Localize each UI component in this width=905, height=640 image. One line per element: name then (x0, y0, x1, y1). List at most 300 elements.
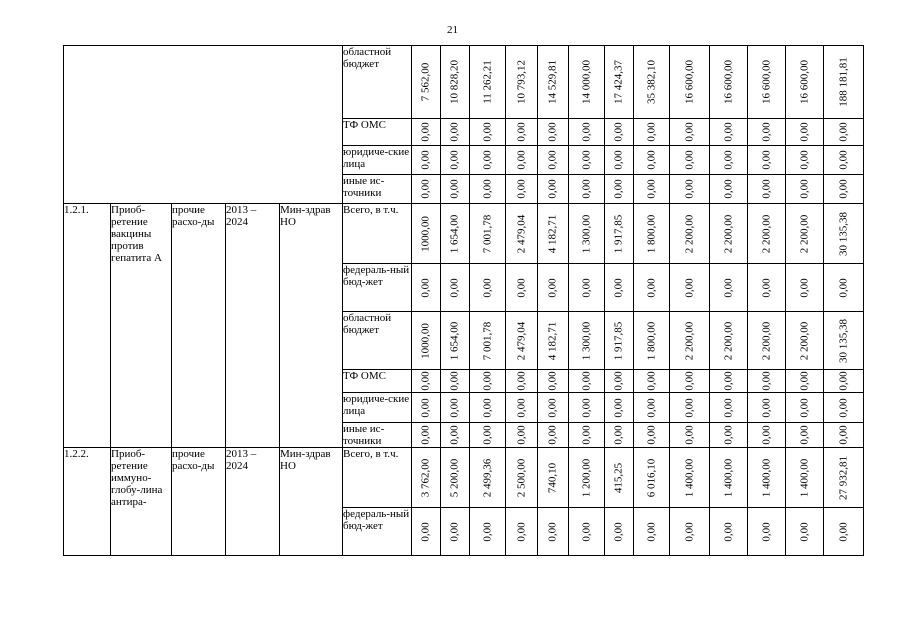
value-text: 0,00 (837, 150, 849, 170)
value-text: 0,00 (515, 150, 527, 170)
value-cell (569, 264, 605, 312)
value-cell (538, 46, 569, 119)
value-text: 0,00 (419, 122, 432, 142)
value-text: 0,00 (515, 179, 527, 199)
value-cell (748, 312, 786, 370)
value-text: 0,00 (645, 179, 657, 199)
value-text: 0,00 (798, 179, 810, 199)
value-text: 0,00 (798, 277, 810, 298)
value-text: 0,00 (481, 521, 493, 542)
value-text: 0,00 (760, 425, 772, 445)
value-cell (824, 146, 864, 175)
value-text: 17 424,37 (612, 60, 625, 104)
value-cell (412, 393, 441, 423)
value-cell (605, 393, 634, 423)
value-text: 0,00 (798, 397, 810, 418)
value-text: 4 182,71 (546, 321, 559, 360)
value-cell (569, 448, 605, 508)
value-text: 0,00 (419, 150, 432, 170)
value-text: 1 400,00 (683, 458, 695, 497)
value-text: 0,00 (546, 521, 559, 542)
value-text: 0,00 (481, 150, 493, 170)
value-text: 0,00 (580, 150, 592, 170)
value-cell (538, 393, 569, 423)
value-text: 0,00 (481, 179, 493, 199)
value-cell (786, 370, 824, 393)
value-cell (605, 508, 634, 556)
value-cell (634, 423, 670, 448)
value-text: 2 200,00 (760, 321, 772, 360)
value-text: 0,00 (481, 122, 493, 142)
expense-type: прочие расхо-ды (172, 448, 226, 556)
value-cell (538, 370, 569, 393)
value-cell (506, 264, 538, 312)
value-text: 0,00 (580, 371, 592, 391)
value-text: 0,00 (580, 277, 592, 298)
value-text: 2 479,04 (515, 321, 527, 360)
value-text: 16 600,00 (683, 60, 695, 104)
value-text: 1 654,00 (448, 321, 461, 360)
value-cell (824, 423, 864, 448)
value-text: 0,00 (419, 277, 432, 298)
value-cell (670, 146, 710, 175)
value-text: 0,00 (837, 397, 849, 418)
value-cell (569, 46, 605, 119)
value-cell (710, 264, 748, 312)
value-text: 0,00 (419, 521, 432, 542)
value-cell (710, 393, 748, 423)
value-text: 0,00 (515, 425, 527, 445)
value-text: 0,00 (515, 397, 527, 418)
value-text: 10 828,20 (448, 60, 461, 104)
value-text: 2 479,04 (515, 214, 527, 253)
value-cell (470, 46, 506, 119)
value-text: 0,00 (645, 425, 657, 445)
value-text: 0,00 (760, 122, 772, 142)
value-cell (569, 370, 605, 393)
value-text: 0,00 (612, 521, 625, 542)
value-cell (506, 508, 538, 556)
value-text: 0,00 (837, 277, 849, 298)
value-cell (824, 508, 864, 556)
value-cell (670, 264, 710, 312)
value-cell (670, 423, 710, 448)
value-text: 1 400,00 (798, 458, 810, 497)
value-text: 0,00 (683, 425, 695, 445)
value-text: 2 200,00 (722, 214, 734, 253)
value-text: 0,00 (612, 122, 625, 142)
value-text: 16 600,00 (798, 60, 810, 104)
value-text: 1 400,00 (760, 458, 772, 497)
value-cell (670, 508, 710, 556)
value-cell (538, 119, 569, 146)
value-text: 11 262,21 (481, 60, 493, 104)
value-text: 0,00 (515, 122, 527, 142)
value-cell (412, 423, 441, 448)
value-cell (569, 508, 605, 556)
value-cell (470, 312, 506, 370)
value-text: 0,00 (612, 150, 625, 170)
funding-source: юридиче-ские лица (343, 146, 412, 175)
value-text: 0,00 (546, 371, 559, 391)
value-cell (569, 423, 605, 448)
value-text: 415,25 (612, 462, 625, 493)
value-text: 30 135,38 (837, 318, 849, 363)
value-cell (634, 264, 670, 312)
value-cell (569, 204, 605, 264)
value-cell (634, 370, 670, 393)
period: 2013 – 2024 (226, 448, 280, 556)
value-text: 0,00 (580, 122, 592, 142)
value-cell (412, 146, 441, 175)
value-cell (470, 264, 506, 312)
value-cell (710, 312, 748, 370)
table-row (64, 448, 864, 508)
value-text: 0,00 (722, 277, 734, 298)
page-number: 21 (447, 24, 458, 36)
value-cell (634, 119, 670, 146)
value-text: 0,00 (448, 122, 461, 142)
value-cell (786, 448, 824, 508)
value-text: 0,00 (612, 371, 625, 391)
value-text: 0,00 (683, 150, 695, 170)
value-text: 0,00 (448, 277, 461, 298)
value-cell (605, 423, 634, 448)
table-row (64, 204, 864, 264)
value-text: 0,00 (612, 179, 625, 199)
value-cell (506, 370, 538, 393)
value-cell (441, 312, 470, 370)
value-text: 0,00 (448, 397, 461, 418)
value-text: 0,00 (481, 371, 493, 391)
value-text: 0,00 (448, 179, 461, 199)
value-cell (412, 508, 441, 556)
value-text: 1 300,00 (580, 321, 592, 360)
funding-source: юридиче-ские лица (343, 393, 412, 423)
value-cell (634, 448, 670, 508)
value-text: 0,00 (481, 277, 493, 298)
value-text: 0,00 (645, 122, 657, 142)
value-cell (710, 423, 748, 448)
value-cell (412, 264, 441, 312)
value-text: 35 382,10 (645, 60, 657, 104)
value-text: 1 917,85 (612, 321, 625, 360)
value-cell (538, 204, 569, 264)
value-text: 0,00 (419, 425, 432, 445)
value-text: 1000,00 (419, 215, 432, 252)
value-cell (634, 175, 670, 204)
item-number: 1.2.1. (64, 204, 111, 448)
value-cell (748, 46, 786, 119)
value-cell (605, 448, 634, 508)
funding-source: Всего, в т.ч. (343, 448, 412, 508)
value-cell (441, 448, 470, 508)
value-cell (470, 448, 506, 508)
value-text: 0,00 (546, 150, 559, 170)
value-cell (786, 119, 824, 146)
funding-source: федераль-ный бюд-жет (343, 264, 412, 312)
value-cell (670, 448, 710, 508)
value-text: 6 016,10 (645, 458, 657, 497)
value-cell (786, 175, 824, 204)
value-cell (412, 312, 441, 370)
value-cell (748, 423, 786, 448)
executor: Мин-здрав НО (280, 204, 343, 448)
value-text: 0,00 (837, 521, 849, 542)
funding-source: областной бюджет (343, 46, 412, 119)
funding-source: областной бюджет (343, 312, 412, 370)
value-text: 2 200,00 (722, 321, 734, 360)
value-cell (470, 393, 506, 423)
value-cell (824, 448, 864, 508)
value-cell (634, 393, 670, 423)
value-text: 0,00 (546, 122, 559, 142)
value-cell (786, 393, 824, 423)
value-text: 0,00 (419, 397, 432, 418)
value-cell (670, 204, 710, 264)
value-text: 0,00 (683, 277, 695, 298)
value-text: 0,00 (419, 371, 432, 391)
value-text: 2 200,00 (683, 214, 695, 253)
funding-source: ТФ ОМС (343, 370, 412, 393)
value-cell (441, 393, 470, 423)
value-cell (506, 393, 538, 423)
value-cell (786, 508, 824, 556)
value-text: 0,00 (683, 371, 695, 391)
value-text: 7 562,00 (419, 62, 432, 102)
value-text: 0,00 (798, 150, 810, 170)
value-cell (441, 119, 470, 146)
value-text: 1 300,00 (580, 214, 592, 253)
expense-type: прочие расхо-ды (172, 204, 226, 448)
value-text: 740,10 (546, 462, 559, 493)
value-text: 1 654,00 (448, 214, 461, 253)
value-text: 3 762,00 (419, 458, 432, 497)
value-cell (441, 204, 470, 264)
value-text: 0,00 (837, 425, 849, 445)
value-text: 0,00 (448, 521, 461, 542)
value-cell (538, 508, 569, 556)
value-cell (786, 146, 824, 175)
value-text: 1 917,85 (612, 214, 625, 253)
value-cell (748, 393, 786, 423)
value-text: 0,00 (798, 425, 810, 445)
value-text: 4 182,71 (546, 214, 559, 253)
value-cell (506, 175, 538, 204)
value-cell (634, 204, 670, 264)
value-cell (441, 264, 470, 312)
value-cell (412, 119, 441, 146)
value-cell (569, 146, 605, 175)
value-cell (412, 175, 441, 204)
value-cell (412, 46, 441, 119)
value-cell (412, 204, 441, 264)
value-cell (569, 119, 605, 146)
value-text: 0,00 (760, 150, 772, 170)
value-cell (506, 423, 538, 448)
value-cell (824, 370, 864, 393)
value-cell (605, 312, 634, 370)
value-text: 0,00 (722, 425, 734, 445)
value-cell (506, 119, 538, 146)
value-text: 2 200,00 (760, 214, 772, 253)
value-text: 0,00 (515, 521, 527, 542)
value-cell (748, 264, 786, 312)
value-text: 0,00 (546, 277, 559, 298)
period: 2013 – 2024 (226, 204, 280, 448)
value-text: 0,00 (722, 521, 734, 542)
value-text: 0,00 (448, 371, 461, 391)
value-cell (824, 312, 864, 370)
budget-table (63, 45, 864, 556)
value-cell (538, 448, 569, 508)
value-cell (470, 508, 506, 556)
value-text: 0,00 (448, 425, 461, 445)
value-text: 0,00 (837, 371, 849, 391)
value-text: 0,00 (798, 371, 810, 391)
value-text: 0,00 (760, 397, 772, 418)
value-cell (710, 448, 748, 508)
value-text: 0,00 (546, 397, 559, 418)
value-text: 10 793,12 (515, 60, 527, 104)
value-cell (441, 423, 470, 448)
value-cell (470, 119, 506, 146)
value-text: 0,00 (612, 397, 625, 418)
value-text: 16 600,00 (760, 60, 772, 104)
value-text: 0,00 (798, 521, 810, 542)
value-cell (605, 119, 634, 146)
value-cell (538, 312, 569, 370)
value-cell (670, 312, 710, 370)
value-text: 0,00 (760, 277, 772, 298)
value-cell (710, 46, 748, 119)
value-cell (441, 175, 470, 204)
value-cell (824, 264, 864, 312)
value-cell (710, 119, 748, 146)
value-cell (470, 370, 506, 393)
value-text: 0,00 (760, 521, 772, 542)
value-text: 1 400,00 (722, 458, 734, 497)
value-text: 7 001,78 (481, 214, 493, 253)
value-cell (605, 264, 634, 312)
value-cell (538, 423, 569, 448)
value-cell (506, 46, 538, 119)
value-cell (605, 146, 634, 175)
value-cell (634, 146, 670, 175)
value-cell (441, 46, 470, 119)
value-cell (605, 46, 634, 119)
value-cell (748, 204, 786, 264)
value-cell (670, 393, 710, 423)
value-cell (710, 204, 748, 264)
value-text: 0,00 (722, 371, 734, 391)
value-text: 0,00 (645, 277, 657, 298)
value-cell (605, 370, 634, 393)
value-cell (748, 119, 786, 146)
item-name: Приоб-ретение вакцины против гепатита А (111, 204, 172, 448)
value-text: 0,00 (683, 122, 695, 142)
value-text: 0,00 (722, 122, 734, 142)
value-cell (538, 146, 569, 175)
value-text: 0,00 (515, 277, 527, 298)
value-text: 5 200,00 (448, 458, 461, 497)
value-cell (506, 204, 538, 264)
value-text: 0,00 (683, 397, 695, 418)
value-text: 0,00 (645, 150, 657, 170)
value-text: 2 500,00 (515, 458, 527, 497)
value-cell (748, 370, 786, 393)
funding-source: иные ис-точники (343, 175, 412, 204)
value-text: 0,00 (448, 150, 461, 170)
value-cell (786, 46, 824, 119)
value-text: 0,00 (645, 397, 657, 418)
value-cell (538, 175, 569, 204)
value-text: 0,00 (580, 521, 592, 542)
value-cell (710, 370, 748, 393)
value-cell (506, 312, 538, 370)
value-text: 2 200,00 (798, 214, 810, 253)
value-cell (634, 46, 670, 119)
value-cell (670, 119, 710, 146)
item-number: 1.2.2. (64, 448, 111, 556)
funding-source: федераль-ный бюд-жет (343, 508, 412, 556)
value-text: 0,00 (612, 425, 625, 445)
value-text: 0,00 (683, 521, 695, 542)
item-name: Приоб-ретение иммуно-глобу-лина антира- (111, 448, 172, 556)
executor: Мин-здрав НО (280, 448, 343, 556)
value-text: 0,00 (580, 425, 592, 445)
value-text: 0,00 (515, 371, 527, 391)
value-text: 0,00 (645, 521, 657, 542)
value-cell (605, 175, 634, 204)
value-text: 7 001,78 (481, 321, 493, 360)
value-cell (824, 119, 864, 146)
value-cell (441, 370, 470, 393)
value-text: 1 800,00 (645, 321, 657, 360)
value-cell (506, 146, 538, 175)
value-text: 0,00 (580, 179, 592, 199)
value-cell (710, 508, 748, 556)
value-cell (748, 146, 786, 175)
value-cell (710, 146, 748, 175)
value-cell (748, 175, 786, 204)
value-cell (470, 175, 506, 204)
value-text: 0,00 (546, 179, 559, 199)
value-text: 2 499,36 (481, 458, 493, 497)
value-text: 30 135,38 (837, 211, 849, 256)
value-cell (824, 175, 864, 204)
value-cell (569, 175, 605, 204)
value-cell (634, 508, 670, 556)
value-text: 0,00 (546, 425, 559, 445)
value-cell (670, 370, 710, 393)
value-text: 0,00 (837, 122, 849, 142)
value-text: 0,00 (612, 277, 625, 298)
value-cell (569, 393, 605, 423)
value-cell (670, 46, 710, 119)
value-cell (786, 423, 824, 448)
value-text: 0,00 (481, 425, 493, 445)
value-cell (710, 175, 748, 204)
value-cell (786, 204, 824, 264)
value-text: 0,00 (580, 397, 592, 418)
value-cell (412, 448, 441, 508)
value-text: 0,00 (798, 122, 810, 142)
table-row (64, 46, 864, 119)
value-cell (538, 264, 569, 312)
value-cell (748, 448, 786, 508)
value-text: 1 200,00 (580, 458, 592, 497)
